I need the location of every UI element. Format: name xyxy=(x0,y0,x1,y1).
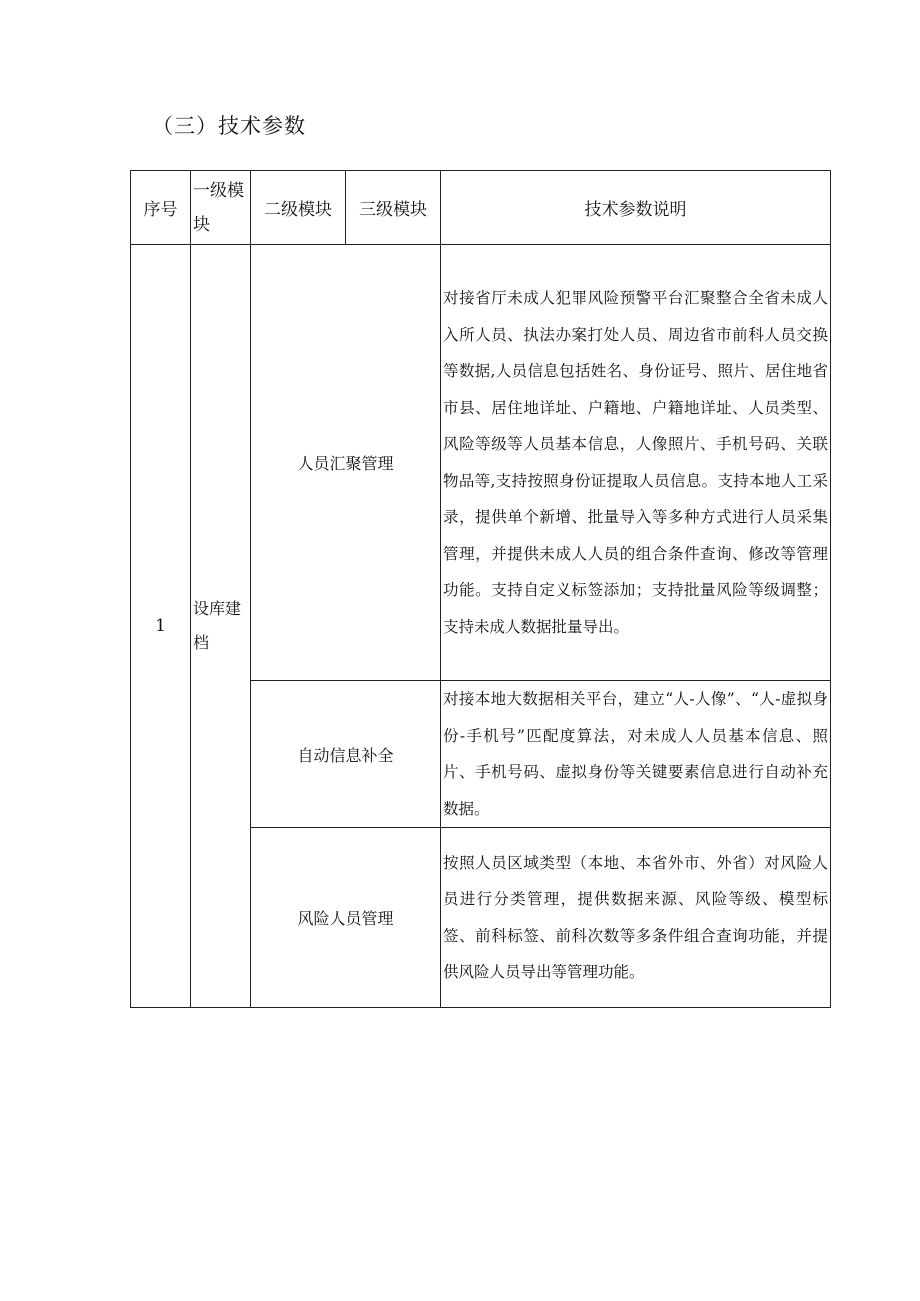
header-no: 序号 xyxy=(131,171,191,245)
header-level1: 一级模块 xyxy=(191,171,251,245)
cell-no: 1 xyxy=(131,245,191,1008)
table-header-row xyxy=(131,171,831,245)
cell-desc: 对接本地大数据相关平台，建立“人-人像”、“人-虚拟身份-手机号”匹配度算法，对未成人人员基本信息、照片、手机号码、虚拟身份等关键要素信息进行自动补充数据。 xyxy=(441,681,831,828)
header-level2: 二级模块 xyxy=(251,171,346,245)
header-level3: 三级模块 xyxy=(346,171,441,245)
tech-params-table xyxy=(130,170,831,1008)
cell-desc: 按照人员区域类型（本地、本省外市、外省）对风险人员进行分类管理，提供数据来源、风险等级、模型标签、前科标签、前科次数等多条件组合查询功能，并提供风险人员导出等管理功能。 xyxy=(441,828,831,1008)
section-title: （三）技术参数 xyxy=(152,114,306,138)
table-row xyxy=(131,245,831,681)
cell-desc: 对接省厅未成人犯罪风险预警平台汇聚整合全省未成人入所人员、执法办案打处人员、周边省市前科人员交换等数据,人员信息包括姓名、身份证号、照片、居住地省市县、居住地详址、户籍地、户籍地详址、人员类型、风险等级等人员基本信息，人像照片、手机号码、关联物品等,支持按照身份证提取人员信息。支持本地人工采录，提供单个新增、批量导入等多种方式进行人员采集管理，并提供未成人人员的组合条件查询、修改等管理功能。支持自定义标签添加；支持批量风险等级调整；支持未成人数据批量导出。 xyxy=(441,245,831,681)
header-desc: 技术参数说明 xyxy=(441,171,831,245)
cell-level2: 风险人员管理 xyxy=(251,828,441,1008)
cell-level1: 设库建档 xyxy=(191,245,251,1008)
cell-level2: 人员汇聚管理 xyxy=(251,245,441,681)
cell-level2: 自动信息补全 xyxy=(251,681,441,828)
